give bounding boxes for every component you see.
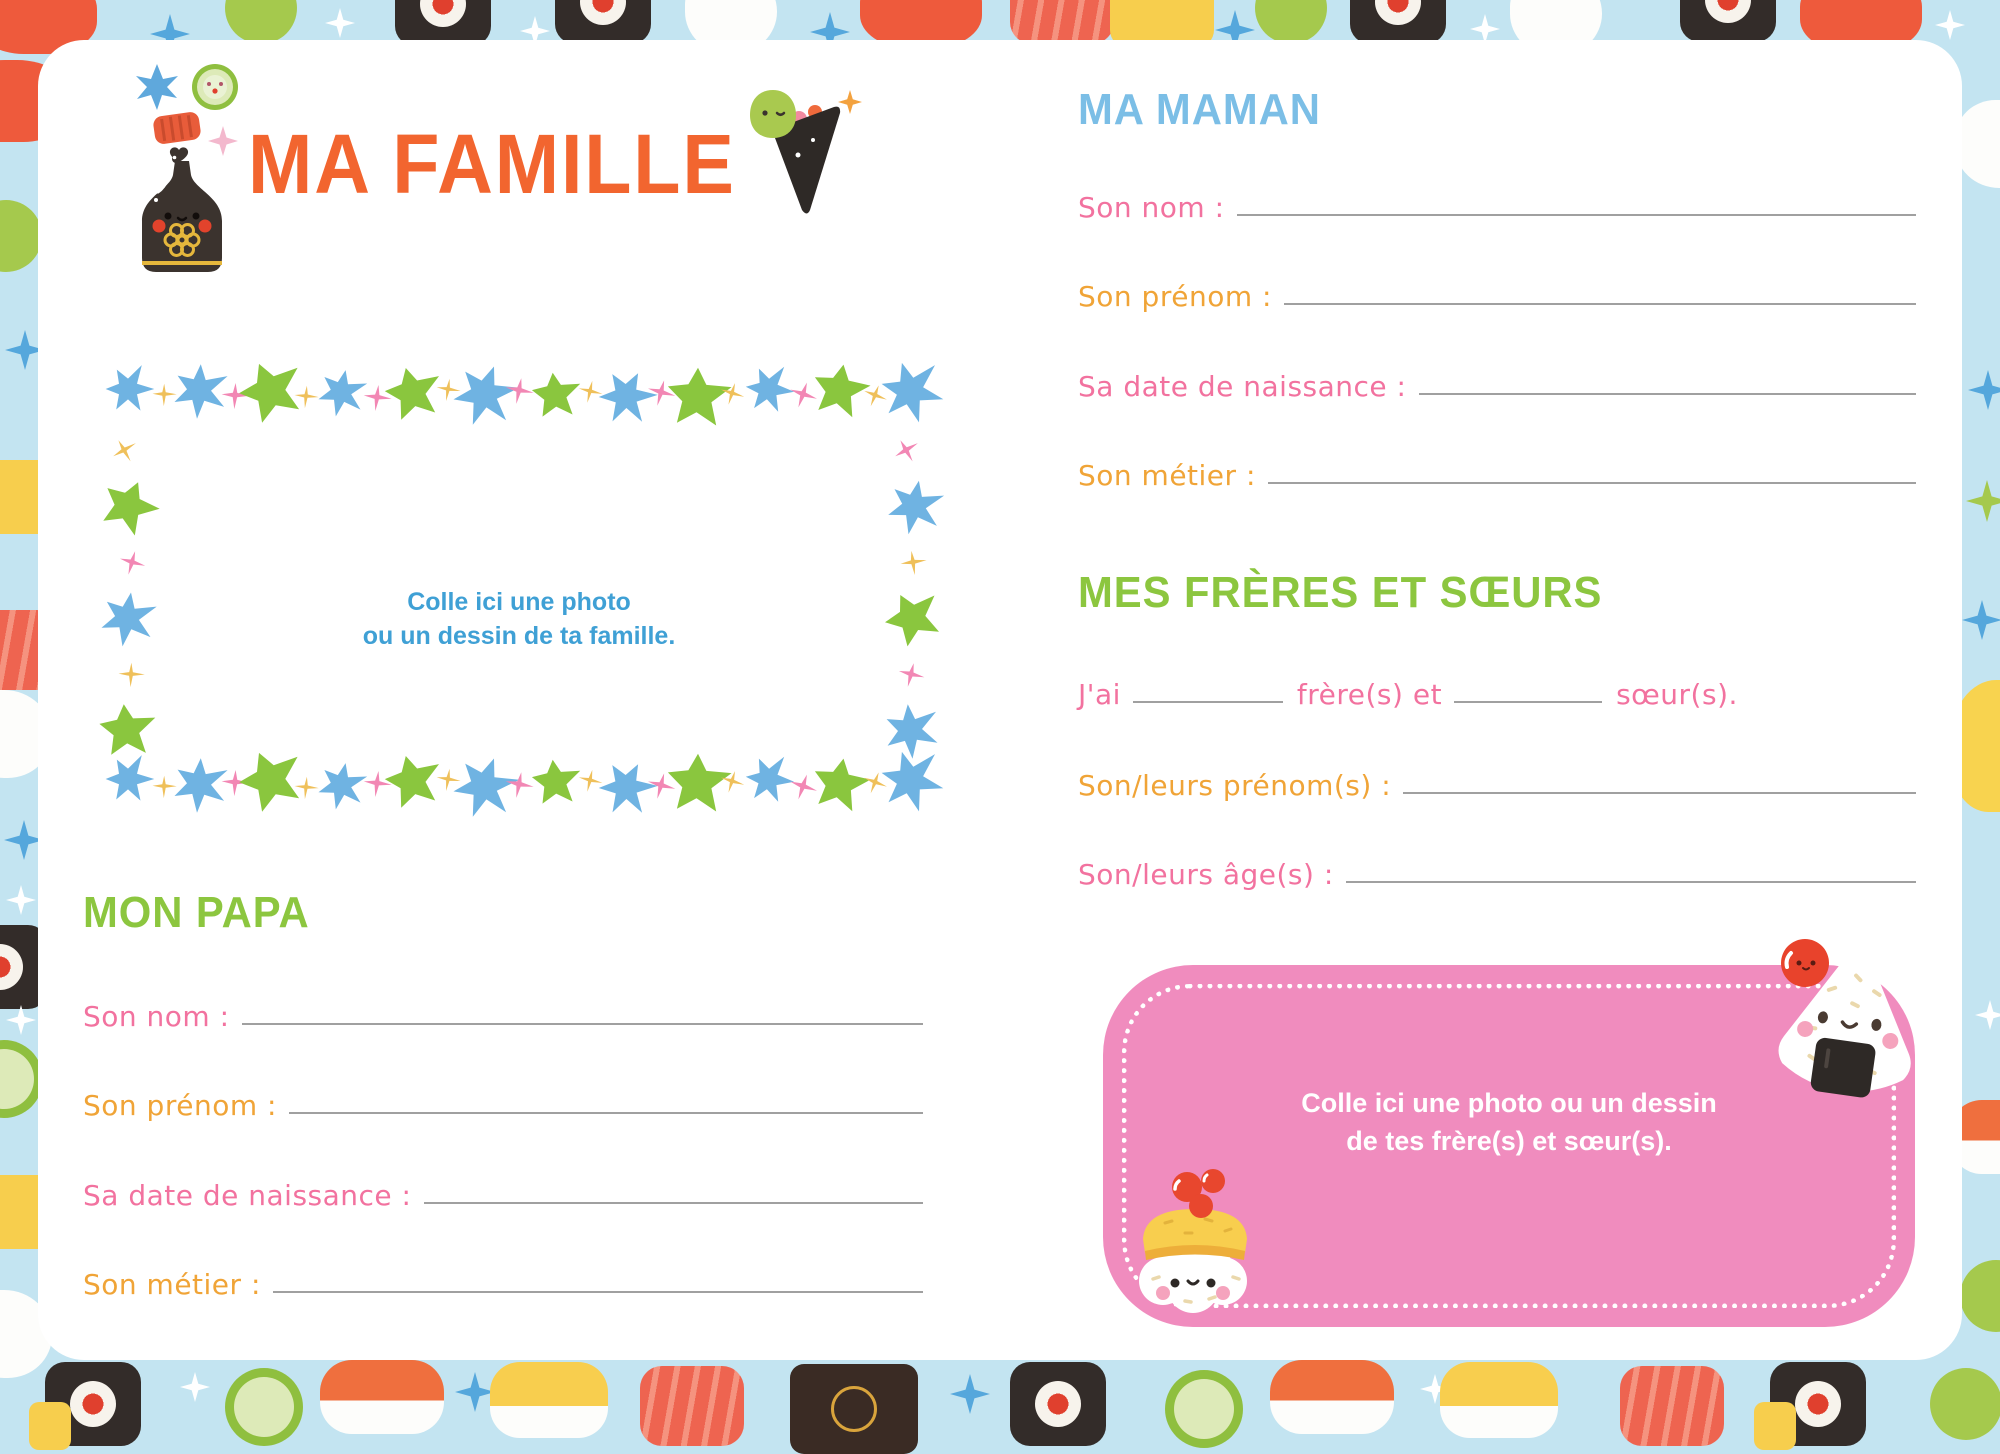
- edamame-icon: [0, 200, 42, 272]
- write-line: [1454, 701, 1602, 703]
- white-star-icon: [1935, 10, 1965, 40]
- tamago-sushi-icon: [1125, 1161, 1265, 1313]
- field-maman-metier: [1078, 444, 1916, 492]
- cucumber-slice-icon: [1165, 1370, 1243, 1448]
- pink-star-icon: [208, 126, 238, 156]
- umeboshi-icon: [1781, 939, 1829, 987]
- write-line: [1403, 792, 1916, 794]
- siblings-count-sentence: [1078, 663, 1738, 711]
- white-star-icon: [6, 885, 36, 915]
- field-label: Son/leurs âge(s) :: [1078, 858, 1334, 891]
- onigiri-icon: [1753, 933, 1943, 1133]
- green-star-icon: [1966, 480, 2000, 522]
- salmon-slice-icon: [640, 1366, 744, 1446]
- blue-star-icon: [134, 64, 180, 110]
- field-label: Son nom :: [1078, 191, 1225, 224]
- field-papa-naissance: [83, 1164, 923, 1212]
- tamago-nigiri-icon: [1440, 1362, 1558, 1438]
- caption-line: de tes frère(s) et sœur(s).: [1346, 1126, 1672, 1156]
- white-star-icon: [6, 1005, 36, 1035]
- field-label: Sa date de naissance :: [83, 1179, 412, 1212]
- salmon-nigiri-icon: [1270, 1360, 1394, 1434]
- family-photo-frame: [98, 355, 940, 817]
- write-line: [1133, 701, 1283, 703]
- edamame-icon: [746, 86, 800, 142]
- caption-line: Colle ici une photo ou un dessin: [1301, 1088, 1717, 1118]
- edamame-icon: [1930, 1368, 2000, 1440]
- caption-line: Colle ici une photo: [407, 588, 631, 616]
- sushi-roll-icon: [1350, 0, 1446, 44]
- orange-star-icon: [838, 90, 862, 114]
- sushi-roll-icon: [555, 0, 651, 44]
- field-label: Son prénom :: [1078, 280, 1272, 313]
- field-siblings-ages: [1078, 843, 1916, 891]
- field-papa-prenom: [83, 1074, 923, 1122]
- field-label: Son métier :: [83, 1268, 261, 1301]
- star-icon: [113, 656, 149, 692]
- sushi-roll-icon: [45, 1362, 141, 1446]
- blue-star-icon: [1968, 370, 2000, 410]
- siblings-photo-box: [1103, 965, 1915, 1327]
- edamame-icon: [1255, 0, 1327, 44]
- write-line: [273, 1291, 923, 1293]
- sentence-middle: frère(s) et: [1296, 678, 1443, 711]
- field-label: Son nom :: [83, 1000, 230, 1033]
- write-line: [289, 1112, 923, 1114]
- write-line: [242, 1023, 923, 1025]
- write-line: [1268, 482, 1916, 484]
- cucumber-slice-icon: [0, 1040, 43, 1118]
- cucumber-slice-icon: [190, 62, 240, 112]
- field-label: Sa date de naissance :: [1078, 370, 1407, 403]
- star-icon: [875, 695, 945, 765]
- salmon-slice-icon: [1620, 1366, 1724, 1446]
- white-star-icon: [325, 8, 355, 38]
- blue-star-icon: [950, 1374, 990, 1414]
- star-icon: [106, 432, 142, 468]
- field-maman-prenom: [1078, 265, 1916, 313]
- write-line: [424, 1202, 924, 1204]
- star-icon: [92, 583, 162, 653]
- field-papa-metier: [83, 1253, 923, 1301]
- salmon-slice-icon: [1010, 0, 1114, 44]
- cucumber-slice-icon: [225, 1368, 303, 1446]
- star-icon: [93, 471, 163, 541]
- white-star-icon: [180, 1372, 210, 1402]
- edamame-icon: [1960, 1260, 2000, 1332]
- sentence-start: J'ai: [1078, 678, 1121, 711]
- field-label: Son métier :: [1078, 459, 1256, 492]
- star-icon: [879, 471, 949, 541]
- caption-line: ou un dessin de ta famille.: [362, 622, 676, 650]
- blue-star-icon: [455, 1372, 495, 1412]
- write-line: [1284, 303, 1916, 305]
- blue-star-icon: [1962, 600, 2000, 640]
- sushi-roll-icon: [1770, 1362, 1866, 1446]
- page-card: [38, 40, 1962, 1360]
- field-papa-nom: [83, 985, 923, 1033]
- section-maman-heading: MA MAMAN: [1078, 85, 1321, 134]
- star-icon: [91, 695, 161, 765]
- section-siblings-heading: MES FRÈRES ET SŒURS: [1078, 568, 1603, 617]
- field-label: Son/leurs prénom(s) :: [1078, 769, 1392, 802]
- sentence-end: sœur(s).: [1616, 678, 1738, 711]
- star-icon: [877, 583, 947, 653]
- salmon-nigiri-icon: [320, 1360, 444, 1434]
- white-star-icon: [1975, 1000, 2000, 1030]
- sushi-roll-icon: [1680, 0, 1776, 42]
- tamago-nigiri-icon: [490, 1362, 608, 1438]
- write-line: [1346, 881, 1916, 883]
- field-label: Son prénom :: [83, 1089, 277, 1122]
- star-icon: [888, 432, 924, 468]
- star-icon: [895, 544, 931, 580]
- write-line: [1419, 393, 1917, 395]
- field-siblings-prenoms: [1078, 754, 1916, 802]
- star-icon: [871, 352, 949, 430]
- section-papa-heading: MON PAPA: [83, 888, 310, 937]
- photo-frame-caption: [198, 583, 840, 656]
- field-maman-naissance: [1078, 355, 1916, 403]
- bento-box-icon: [790, 1364, 918, 1454]
- star-icon: [893, 656, 929, 692]
- field-maman-nom: [1078, 176, 1916, 224]
- sushi-roll-icon: [1010, 1362, 1106, 1446]
- page-title: MA FAMILLE: [248, 117, 736, 211]
- star-icon: [114, 544, 150, 580]
- edamame-icon: [225, 0, 297, 44]
- write-line: [1237, 214, 1916, 216]
